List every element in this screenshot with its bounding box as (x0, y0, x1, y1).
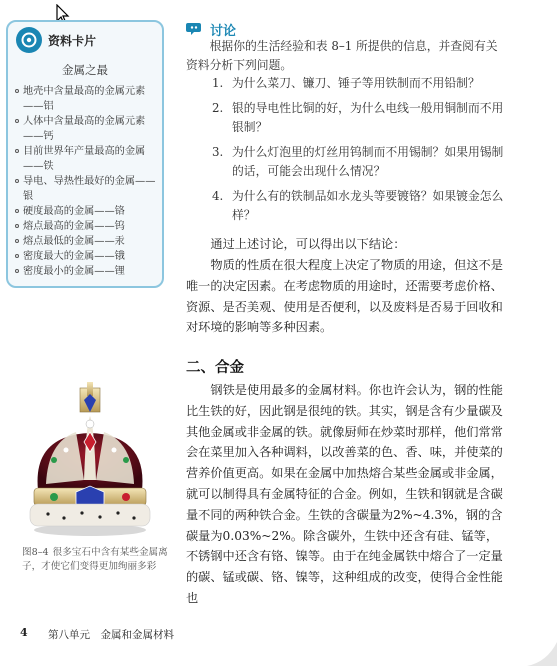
question-item: 4. 为什么有的铁制品如水龙头等要镀铬？如果镀金怎么样？ (212, 189, 504, 222)
discussion-label: 讨论 (210, 24, 237, 39)
page-curl-decoration (517, 642, 557, 666)
unit-title: 第八单元 金属和金属材料 (48, 629, 174, 641)
info-card-title: 资料卡片 (48, 34, 97, 48)
info-card (6, 20, 164, 288)
figure-number: 图8–4 (22, 547, 49, 558)
metal-records-list (15, 84, 161, 279)
figure-caption (22, 546, 170, 573)
list-item: 熔点最高的金属——钨 (15, 219, 161, 234)
list-item: 熔点最低的金属——汞 (15, 234, 161, 249)
page-number: 4 (20, 626, 28, 639)
list-item: 地壳中含量最高的金属元素——铝 (15, 84, 161, 114)
circle-badge-icon (21, 32, 37, 48)
list-item: 密度最小的金属——锂 (15, 264, 161, 279)
list-item: 硬度最高的金属——铬 (15, 204, 161, 219)
section-title: 二、合金 (186, 360, 244, 376)
discussion-intro: 根据你的生活经验和表 8–1 所提供的信息，并查阅有关资料分析下列问题。 (186, 39, 498, 72)
conclusion-paragraph: 物质的性质在很大程度上决定了物质的用途，但这不是唯一的决定因素。在考虑物质的用途时，还需要考虑价格、资源、是否美观、使用是否便利，以及废料是否易于回收和对环境的影响等多种因素。 (186, 258, 503, 335)
info-card-subtitle: 金属之最 (62, 63, 108, 77)
question-item: 3. 为什么灯泡里的灯丝用钨制而不用锡制？如果用锡制的话，可能会出现什么情况？ (212, 145, 504, 178)
section-paragraph: 钢铁是使用最多的金属材料。你也许会认为，钢的性能比生铁的好，因此钢是很纯的铁。其实，钢是含有少量碳及其他金属或非金属的铁。就像厨师在炒菜时那样，他们常常会在菜里加入各种调料，以改善菜的色、香、味，并使菜的营养价值更高。如果在金属中加热熔合某些金属或非金属，就可以制得具有金属特征的合金。例如，生铁和钢就是含碳量不同的两种铁合金。生铁的含碳量为2%~4.3%，钢的含碳量为0.03%~2%。除含碳外，生铁中还含有硅、锰等，不锈钢中还含有铬、镍等。由于在纯金属铁中熔合了一定量的碳、锰或碳、铬、镍等，这种组成的改变，使得合金性能也 (186, 383, 503, 605)
list-item: 人体中含量最高的金属元素——钙 (15, 114, 161, 144)
question-item: 2. 银的导电性比铜的好，为什么电线一般用铜制而不用银制？ (212, 101, 504, 134)
info-card-badge (16, 27, 42, 53)
list-item: 目前世界年产量最高的金属——铁 (15, 144, 161, 174)
crown-image (14, 380, 166, 540)
conclusion-lead: 通过上述讨论，可以得出以下结论： (210, 237, 406, 251)
info-card-header (16, 27, 156, 55)
question-item: 1. 为什么菜刀、镰刀、锤子等用铁制而不用铅制？ (212, 76, 480, 90)
discussion-icon (186, 20, 204, 38)
figure-caption-text: 很多宝石中含有某些金属离子，才使它们变得更加绚丽多彩 (22, 547, 168, 572)
discussion-questions (212, 74, 512, 231)
list-item: 导电、导热性最好的金属——银 (15, 174, 161, 204)
discussion-heading (186, 20, 306, 38)
list-item: 密度最大的金属——锇 (15, 249, 161, 264)
